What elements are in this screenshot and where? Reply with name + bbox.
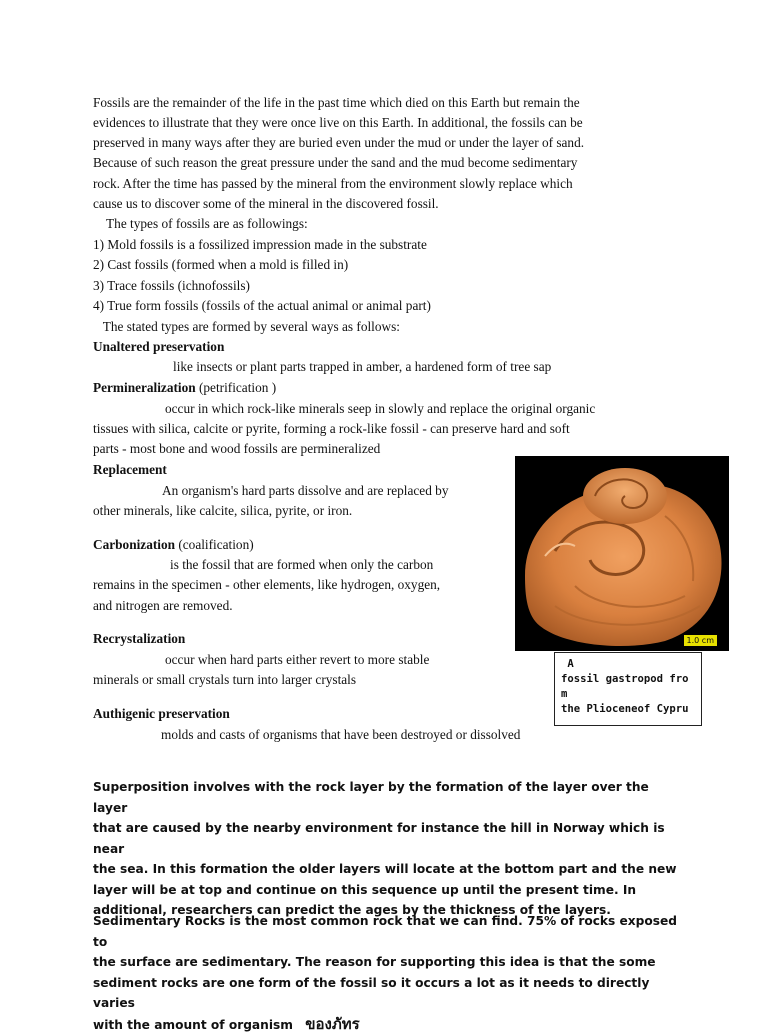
authigenic-heading: Authigenic preservation: [93, 704, 230, 724]
recrystalization-line-1: occur when hard parts either revert to more stable: [165, 650, 429, 670]
replacement-line-2: other minerals, like calcite, silica, pyrite, or iron.: [93, 501, 352, 521]
recrystalization-heading: Recrystalization: [93, 629, 185, 649]
carbonization-heading: Carbonization: [93, 537, 175, 552]
intro-line-2: evidences to illustrate that they were once live on this Earth. In additional, the fossils can be: [93, 113, 583, 133]
replacement-line-1: An organism's hard parts dissolve and are replaced by: [162, 481, 448, 501]
types-intro: The types of fossils are as followings:: [93, 214, 308, 234]
carbonization-sub: (coalification): [175, 537, 254, 552]
unaltered-text: like insects or plant parts trapped in amber, a hardened form of tree sap: [173, 357, 551, 377]
superposition-paragraph: [93, 777, 683, 921]
permineralization-line-1: occur in which rock-like minerals seep in slowly and replace the original organic: [165, 399, 595, 419]
intro-line-6: cause us to discover some of the mineral in the discovered fossil.: [93, 194, 439, 214]
superposition-line: layer will be at top and continue on this sequence up until the present time. In: [93, 880, 683, 901]
carbonization-line-3: and nitrogen are removed.: [93, 596, 233, 616]
superposition-line: that are caused by the nearby environment for instance the hill in Norway which is near: [93, 818, 683, 859]
carbonization-heading-line: [93, 535, 254, 555]
caption-line-4: the Plioceneof Cypru: [561, 702, 701, 717]
sedimentary-line: the surface are sedimentary. The reason for supporting this idea is that the some: [93, 952, 683, 973]
type-item: 1) Mold fossils is a fossilized impression made in the substrate: [93, 235, 427, 255]
caption-line-3: m: [561, 687, 701, 702]
sedimentary-paragraph: [93, 911, 683, 1035]
replacement-heading: Replacement: [93, 460, 167, 480]
permineralization-sub: (petrification ): [196, 380, 276, 395]
stated-types: The stated types are formed by several ways as follows:: [93, 317, 400, 337]
caption-line-2: fossil gastropod fro: [561, 672, 701, 687]
intro-line-4: Because of such reason the great pressure under the sand and the mud become sedimentary: [93, 153, 577, 173]
sedimentary-line: Sedimentary Rocks is the most common rock that we can find. 75% of rocks exposed to: [93, 911, 683, 952]
carbonization-line-1: is the fossil that are formed when only the carbon: [170, 555, 433, 575]
authigenic-text: molds and casts of organisms that have been destroyed or dissolved: [161, 725, 520, 745]
type-item: 2) Cast fossils (formed when a mold is filled in): [93, 255, 348, 275]
intro-line-3: preserved in many ways after they are buried even under the mud or under the layer of sand.: [93, 133, 584, 153]
scale-bar-label: 1.0 cm: [684, 635, 717, 646]
recrystalization-line-2: minerals or small crystals turn into larger crystals: [93, 670, 356, 690]
permineralization-line-3: parts - most bone and wood fossils are permineralized: [93, 439, 380, 459]
sedimentary-line: sediment rocks are one form of the fossil so it occurs a lot as it needs to directly varies: [93, 973, 683, 1014]
carbonization-line-2: remains in the specimen - other elements, like hydrogen, oxygen,: [93, 575, 440, 595]
permineralization-heading-line: [93, 378, 276, 398]
superposition-line: additional, researchers can predict the ages by the thickness of the layers.: [93, 900, 683, 921]
photo-caption: [554, 652, 702, 726]
superposition-line: the sea. In this formation the older layers will locate at the bottom part and the new: [93, 859, 683, 880]
gastropod-shell-illustration: [515, 456, 729, 651]
intro-line-1: Fossils are the remainder of the life in the past time which died on this Earth but remain the: [93, 93, 580, 113]
permineralization-line-2: tissues with silica, calcite or pyrite, forming a rock-like fossil - can preserve hard and soft: [93, 419, 570, 439]
type-item: 3) Trace fossils (ichnofossils): [93, 276, 250, 296]
caption-line-1: A: [561, 657, 701, 672]
sedimentary-last-line: [93, 1014, 683, 1035]
thai-signature: ของภัทร: [305, 1015, 359, 1033]
type-item: 4) True form fossils (fossils of the actual animal or animal part): [93, 296, 431, 316]
intro-line-5: rock. After the time has passed by the mineral from the environment slowly replace which: [93, 174, 573, 194]
sedimentary-line: with the amount of organism: [93, 1018, 293, 1032]
unaltered-heading: Unaltered preservation: [93, 337, 224, 357]
fossil-gastropod-photo: [515, 456, 729, 651]
permineralization-heading: Permineralization: [93, 380, 196, 395]
superposition-line: Superposition involves with the rock layer by the formation of the layer over the layer: [93, 777, 683, 818]
